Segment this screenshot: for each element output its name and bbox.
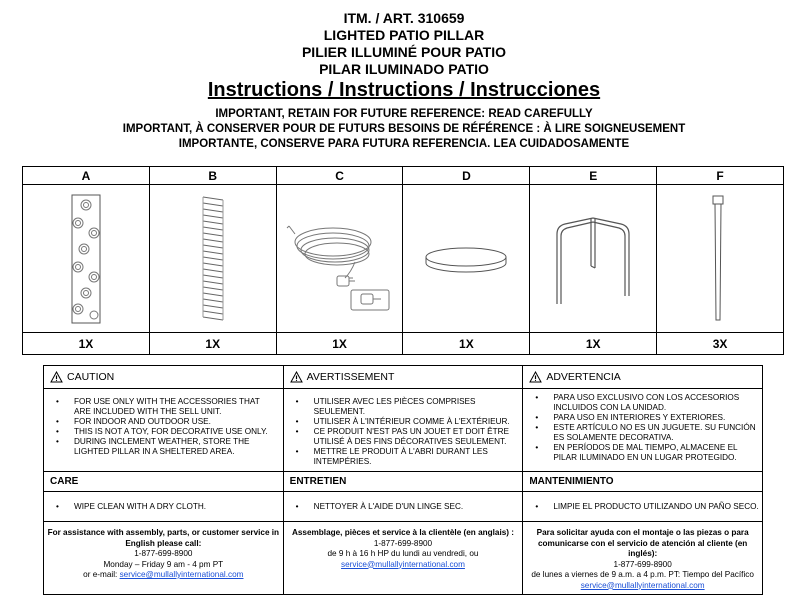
contact-email-link-es[interactable]: service@mullallyinternational.com (580, 580, 705, 590)
list-item: • WIPE CLEAN WITH A DRY CLOTH. (54, 502, 283, 512)
care-title-es: MANTENIMIENTO (523, 472, 763, 492)
list-item: • METTRE LE PRODUIT À L'ABRI DURANT LES INTEMPÉRIES. (294, 447, 517, 467)
list-item: • PARA USO EXCLUSIVO CON LOS ACCESORIOS INCLUIDOS CON LA UNIDAD. (533, 393, 756, 413)
warning-triangle-icon (529, 371, 542, 383)
care-text-es (523, 492, 763, 522)
contact-heading-en: For assistance with assembly, parts, or customer service in English please call: (47, 528, 280, 548)
part-image-c (276, 185, 403, 333)
list-item: • FOR INDOOR AND OUTDOOR USE. (54, 417, 277, 427)
warning-triangle-icon (50, 371, 63, 383)
contact-fr (283, 522, 523, 595)
care-title-en: CARE (44, 472, 284, 492)
caution-title-en: CAUTION (67, 370, 115, 383)
list-item: • EN PERÍODOS DE MAL TIEMPO, ALMACENE EL PILAR ILUMINADO EN UN LUGAR PROTEGIDO. (533, 443, 756, 463)
title-english: LIGHTED PATIO PILLAR (323, 27, 485, 43)
base-disc-icon (421, 239, 511, 279)
caution-header-fr (283, 366, 523, 389)
pillar-shade-icon (66, 193, 106, 325)
care-text-fr (283, 492, 523, 522)
list-item: • CE PRODUIT N'EST PAS UN JOUET ET DOIT ÊTRE UTILISÉ À DES FINS DÉCORATIVES SEULEMENT. (294, 427, 517, 447)
part-letter-f: F (657, 167, 784, 185)
title-spanish: PILAR ILUMINADO PATIO (319, 61, 489, 77)
item-number: ITM. / ART. 310659 (343, 10, 465, 26)
part-qty-f: 3X (657, 333, 784, 355)
part-letter-d: D (403, 167, 530, 185)
power-cord-icon (285, 204, 395, 314)
contact-email-link-fr[interactable]: service@mullallyinternational.com (341, 559, 465, 569)
safety-table (43, 365, 763, 595)
contact-en (44, 522, 284, 595)
part-image-f (657, 185, 784, 333)
important-english: IMPORTANT, RETAIN FOR FUTURE REFERENCE: READ CAREFULLY (215, 108, 593, 120)
part-qty-a: 1X (23, 333, 150, 355)
list-item: • LIMPIE EL PRODUCTO UTILIZANDO UN PAÑO SECO. (533, 502, 762, 512)
instructions-heading: Instructions / Instructions / Instrucciones (207, 79, 601, 101)
list-item: • NETTOYER À L'AIDE D'UN LINGE SEC. (294, 502, 523, 512)
stake-stand-icon (543, 204, 643, 314)
parts-table (22, 166, 784, 355)
part-image-a (23, 185, 150, 333)
contact-es (523, 522, 763, 595)
part-qty-d: 1X (403, 333, 530, 355)
part-qty-c: 1X (276, 333, 403, 355)
title-french: PILIER ILLUMINÉ POUR PATIO (301, 44, 507, 60)
contact-heading-es: Para solicitar ayuda con el montaje o las piezas o para comunicarse con el servicio de atención al cliente (en inglés): (536, 528, 749, 558)
contact-phone-es: 1-877-699-8900 (613, 559, 672, 569)
list-item: • THIS IS NOT A TOY, FOR DECORATIVE USE ONLY. (54, 427, 277, 437)
list-item: • UTILISER À L'INTÉRIEUR COMME À L'EXTÉRIEUR. (294, 417, 517, 427)
contact-heading-fr: Assemblage, pièces et service à la clientèle (en anglais) : (291, 528, 515, 537)
important-french: IMPORTANT, À CONSERVER POUR DE FUTURS BESOINS DE RÉFÉRENCE : À LIRE SOIGNEUSEMENT (122, 123, 686, 135)
contact-phone-fr: 1-877-699-8900 (373, 538, 433, 548)
part-letter-e: E (530, 167, 657, 185)
caution-title-fr: AVERTISSEMENT (306, 370, 395, 383)
contact-hours-en: Monday – Friday 9 am - 4 pm PT (103, 559, 224, 569)
caution-header-en (44, 366, 284, 389)
important-spanish: IMPORTANTE, CONSERVE PARA FUTURA REFERENCIA. LEA CUIDADOSAMENTE (178, 138, 630, 150)
caution-list-fr (283, 389, 523, 472)
list-item: • UTILISER AVEC LES PIÈCES COMPRISES SEULEMENT. (294, 397, 517, 417)
document-header (0, 10, 808, 152)
part-letter-b: B (149, 167, 276, 185)
part-qty-b: 1X (149, 333, 276, 355)
list-item: • ESTE ARTÍCULO NO ES UN JUGUETE. SU FUNCIÓN ES SOLAMENTE DECORATIVA. (533, 423, 756, 443)
list-item: • DURING INCLEMENT WEATHER, STORE THE LIGHTED PILLAR IN A SHELTERED AREA. (54, 437, 277, 457)
list-item: • PARA USO EN INTERIORES Y EXTERIORES. (533, 413, 756, 423)
contact-phone-en: 1-877-699-8900 (134, 549, 193, 558)
part-letter-c: C (276, 167, 403, 185)
part-letter-a: A (23, 167, 150, 185)
care-title-fr: ENTRETIEN (283, 472, 523, 492)
part-image-b (149, 185, 276, 333)
contact-email-prefix-en: or e-mail: (83, 570, 120, 579)
caution-title-es: ADVERTENCIA (546, 370, 621, 383)
caution-list-es (523, 389, 763, 472)
contact-email-link-en[interactable]: service@mullallyinternational.com (119, 570, 244, 579)
contact-hours-es: de lunes a viernes de 9 a.m. a 4 p.m. PT: Tiempo del Pacífico (531, 570, 754, 579)
coiled-light-string-icon (198, 193, 228, 325)
warning-triangle-icon (290, 371, 303, 383)
part-qty-e: 1X (530, 333, 657, 355)
list-item: • FOR USE ONLY WITH THE ACCESSORIES THAT ARE INCLUDED WITH THE SELL UNIT. (54, 397, 277, 417)
cable-tie-icon (710, 194, 730, 324)
care-text-en (44, 492, 284, 522)
part-image-d (403, 185, 530, 333)
contact-hours-fr: de 9 h à 16 h HP du lundi au vendredi, ou (327, 549, 479, 558)
caution-list-en (44, 389, 284, 472)
caution-header-es (523, 366, 763, 389)
part-image-e (530, 185, 657, 333)
